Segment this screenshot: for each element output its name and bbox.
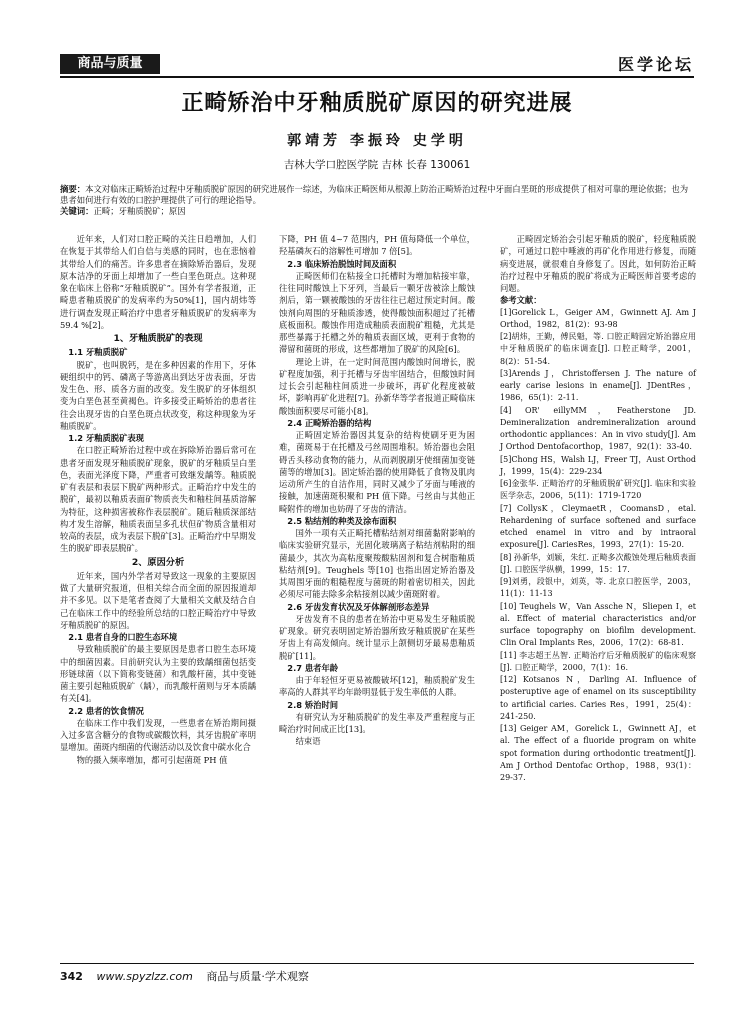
subsection-heading: 2.1 患者自身的口腔生态环境 bbox=[68, 632, 178, 642]
section-heading: 2、原因分析 bbox=[131, 556, 185, 568]
paragraph: 有研究认为牙釉质脱矿的发生率及严重程度与正畸治疗时间成正比[13]。 bbox=[279, 711, 475, 734]
subsection-heading: 2.7 患者年龄 bbox=[287, 662, 339, 673]
paragraph: 国外一项有关正畸托槽粘结剂对细菌黏附影响的临床实验研究显示，光固化玻璃离子粘结剂粘附的细菌最少，其次为高粘度聚羧酸粘固剂和复合树脂釉质粘结剂[9]。Teughels 等[10] 也指出固定矫治器及其周围牙面的粗糙程度与菌斑的附着密切相关，因此必须尽可能去除多余粘接剂以减少菌斑附着。 bbox=[279, 528, 475, 600]
reference-item: [11] 李志超王丛智. 正畸治疗后牙釉质脱矿的临床观察[J]. 口腔正畸学，2000，7(1)：16. bbox=[500, 650, 696, 672]
reference-item: [12] Kotsanos N，Darling AI. Influence of posteruptive age of enamel on its susceptibility to artificial caries. Caries Res，1991，25(4)：241-250. bbox=[500, 675, 696, 721]
abstract-text: 本文对临床正畸矫治过程中牙釉质脱矿原因的研究进展作一综述，为临床正畸医师从根源上防治正畸矫治过程中牙面白垩斑的形成提供了相对可靠的理论依据；也为患者如何进行有效的口腔护理提供了可行的理论指导。 bbox=[60, 184, 689, 205]
paragraph: 正畸固定矫治器因其复杂的结构使刷牙更为困难，菌斑易于在托槽及弓丝周围堆积。矫治器也会阻碍舌头移动食物的能力，从而剥脱刷牙使细菌加变链菌等的增加[3]。固定矫治器的使用降低了食物及肌肉运动所产生的自洁作用，同时又减少了牙面与唾液的接触，加速菌斑积聚和 PH 值下降。弓丝由与其他正畸附件的增加也妨碍了牙齿的清洁。 bbox=[279, 430, 475, 514]
reference-item: [10] Teughels W，Van Assche N，Sliepen I，et al. Effect of material characteristics and/or surface topography on biofilm development. Clin Oral Implants Res，2006，17(2)：68-81. bbox=[500, 601, 696, 648]
article-authors: 郭靖芳 李振玲 史学明 bbox=[287, 133, 467, 149]
column-name: 医学论坛 bbox=[617, 55, 694, 74]
paragraph: 下降，PH 值 4~7 范围内，PH 值每降低一个单位，羟基磷灰石的溶解性可增加 7 倍[5]。 bbox=[279, 234, 475, 257]
article-affiliation: 吉林大学口腔医学院 吉林 长春 130061 bbox=[283, 159, 471, 171]
subsection-heading: 1.1 牙釉质脱矿 bbox=[68, 347, 128, 358]
subsection-heading: 2.5 粘结剂的种类及涂布面积 bbox=[287, 515, 397, 526]
reference-item: [2]胡炜，王勤，傅民魁，等. 口腔正畸固定矫治器应用中牙釉质脱矿的临床调查[J]. 口腔正畸学，2001，8(2)：51-54. bbox=[500, 332, 696, 366]
reference-item: [3]Arends J，Christoffersen J. The nature of early carise lesions in ename[J]. JDentRes，1986，65(1)：2-11. bbox=[500, 368, 696, 403]
abstract-label: 摘要： bbox=[60, 184, 86, 194]
article-title: 正畸矫治中牙釉质脱矿原因的研究进展 bbox=[181, 90, 573, 116]
paragraph: 物的摄入频率增加，都可引起菌斑 PH 值 bbox=[76, 754, 228, 765]
subsection-heading: 2.8 矫治时间 bbox=[287, 699, 339, 710]
column-1 bbox=[60, 233, 256, 766]
footer-journal: 商品与质量·学术观察 bbox=[206, 970, 309, 983]
page-number: 342 bbox=[60, 970, 83, 983]
keywords bbox=[60, 206, 694, 217]
header-rule bbox=[60, 76, 694, 78]
section-heading: 1、牙釉质脱矿的表现 bbox=[113, 333, 203, 344]
abstract-block bbox=[60, 184, 694, 217]
references-heading: 参考文献： bbox=[500, 295, 542, 306]
page-footer bbox=[60, 968, 309, 984]
footer-url: www.spyzlzz.com bbox=[96, 970, 193, 983]
column-3 bbox=[500, 233, 696, 784]
reference-item: [9]刘勇，段银中，刘英，等. 北京口腔医学，2003，11(1)：11-13 bbox=[500, 577, 696, 599]
column-2 bbox=[279, 233, 475, 748]
paragraph: 牙齿发育不良的患者在矫治中更易发生牙釉质脱矿现象。研究表明固定矫治器所致牙釉质脱矿在某些牙齿上有高发倾向。统计显示上颌侧切牙最易患釉质脱矿[11]。 bbox=[279, 613, 475, 661]
reference-item: [6]金张华. 正畸治疗的牙釉质脱矿研究[J]. 临床和实验医学杂志，2006，5(11)：1719-1720 bbox=[500, 479, 696, 501]
paragraph: 在口腔正畸矫治过程中或在拆除矫治器后常可在患者牙面发现牙釉质脱矿现象，脱矿的牙釉质呈白垩色，表面光泽度下降，严重者可致继发龋等。釉质脱矿有表层和表层下脱矿两种形式。正畸治疗中发生的脱矿，最初以釉质表面矿物质丧失和釉柱间基质溶解为特征，这种损害被称作表层脱矿。随后釉质深部结构才发生溶解，釉质表面呈多孔状但矿物质含量相对较高的表层，成为表层下脱矿[3]。正畸治疗中早期发生的脱矿即表层脱矿。 bbox=[60, 445, 256, 554]
section-badge: 商品与质量 bbox=[60, 54, 160, 74]
reference-item: [4] OR' eillyMM，Featherstone JD. Demineralization andremineralization around orthodontic appliances：An in vivo study[J]. Am J Orthod Dentofacorthop，1987，92(1)：33-40. bbox=[500, 405, 696, 452]
paragraph: 正畸医师们在粘接全口托槽时为增加粘接牢靠，往往同时酸蚀上下牙列，当最后一颗牙齿被涂上酸蚀剂后，第一颗被酸蚀的牙齿往往已超过预定时间。酸蚀剂向周围的牙釉质渗透，使得酸蚀面积超过了托槽底板面积。酸蚀作用造成釉质表面脱矿粗糙，尤其是那些暴露于托槽之外的釉质表面区域，更利于食物的滞留和菌斑的形成，这些都增加了脱矿的风险[6]。 bbox=[279, 270, 475, 355]
reference-item: [7] CollysK，CleymaetR，CoomansD，etal. Rehardening of surface softened and surface etched enamel in vitro and by intraoral exposure[J]. CariesRes，1993，27(1)：15-20. bbox=[500, 503, 696, 550]
footer-rule bbox=[60, 963, 694, 964]
subsection-heading: 2.6 牙齿发育状况及牙体解剖形态差异 bbox=[287, 601, 430, 612]
paragraph: 正畸固定矫治会引起牙釉质的脱矿，轻度釉质脱矿，可通过口腔中唾液的再矿化作用进行修复，而随病变进展，就很难自身修复了。因此，如何防治正畸治疗过程中牙釉质的脱矿将成为正畸医师首要考虑的问题。 bbox=[500, 234, 696, 293]
paragraph: 导致釉质脱矿的最主要原因是患者口腔生态环境中的细菌因素。目前研究认为主要的致龋细菌包括变形链球菌（以下简称变链菌）和乳酸杆菌，其中变链菌主要引起釉质脱矿（龋），而乳酸杆菌则与牙本质龋有关[4]。 bbox=[60, 644, 256, 704]
keywords-text: 正畸；牙釉质脱矿；原因 bbox=[93, 206, 186, 216]
reference-item: [8] 孙新华，刘颖，朱红. 正畸多次酸蚀处理后釉质表面[J]. 口腔医学纵横，1999，15：17. bbox=[500, 552, 696, 574]
subsection-heading: 2.3 临床矫治脱蚀时间及面积 bbox=[287, 258, 397, 269]
subsection-heading: 2.2 患者的饮食情况 bbox=[68, 705, 144, 716]
paragraph: 近年来，国内外学者对导致这一现象的主要原因做了大量研究报道，但相关综合而全面的原因报道却并不多见。以下是笔者查阅了大量相关文献及结合自己在临床工作中的经验所总结的口腔正畸治疗中导致牙釉质脱矿的原因。 bbox=[60, 570, 256, 630]
paragraph: 近年来，人们对口腔正畸的关注日趋增加，人们在恢复于其带给人们自信与美感的同时，也在悲恼着其带给人们的痛苦。许多患者在摘除矫治器后，发现原本洁净的牙面上却增加了一些白垩色斑点。这种现象在临床上俗称“牙釉质脱矿”。国外有学者报道，正畸患者釉质脱矿的发病率约为50%[1]，国内胡炜等进行调查发现正畸治疗中患者牙釉质脱矿的发病率为59.4 %[2]。 bbox=[60, 234, 256, 330]
subsection-heading: 1.2 牙釉质脱矿表现 bbox=[68, 433, 144, 443]
subsection-heading: 2.4 正畸矫治器的结构 bbox=[287, 417, 372, 428]
keywords-label: 关键词： bbox=[60, 206, 94, 216]
paragraph: 脱矿，也叫脱钙，是在多种因素的作用下，牙体硬组织中的钙、磷离子等游离出到达牙齿表面，牙齿发生色、形、质各方面的改变。发生脱矿的牙体组织变为白垩色甚至黄褐色。许多接受正畸矫治的患者往往会出现牙齿的白垩色斑点状改变，称这种现象为牙釉质脱矿。 bbox=[60, 359, 256, 431]
abstract bbox=[60, 184, 694, 206]
paragraph: 理论上讲，在一定时间范围内酸蚀时间增长，脱矿程度加强，利于托槽与牙齿牢固结合，但酸蚀时间过长会引起釉柱间质进一步破坏，再矿化程度被破坏，影响再矿化进程[7]。孙新华等学者报道正畸临床酸蚀面积要尽可能小[8]。 bbox=[279, 356, 475, 416]
reference-item: [13] Geiger AM，Gorelick L，Gwinnett AJ，et al. The effect of a fluoride program on white spot formation during orthodontic treatment[J]. Am J Orthod Dentofac Orthop，1988，93(1)：29-37. bbox=[500, 724, 696, 782]
paragraph: 结束语 bbox=[295, 736, 321, 747]
reference-item: [1]Gorelick L，Geiger AM，Gwinnett AJ. Am J Orthod，1982，81(2)：93-98 bbox=[500, 307, 696, 329]
paragraph: 由于年轻恒牙更易被酸破坏[12]，釉质脱矿发生率高的人群其平均年龄明显低于发生率低的人群。 bbox=[279, 675, 475, 698]
reference-item: [5]Chong HS，Walsh LJ，Freer TJ，Aust Orthod J，1999，15(4)：229-234 bbox=[500, 454, 696, 476]
paragraph: 在临床工作中我们发现，一些患者在矫治期间摄入过多富含糖分的食物或碳酸饮料，其牙齿脱矿率明显增加。菌斑内细菌的代谢活动以及饮食中碳水化合 bbox=[60, 717, 256, 753]
